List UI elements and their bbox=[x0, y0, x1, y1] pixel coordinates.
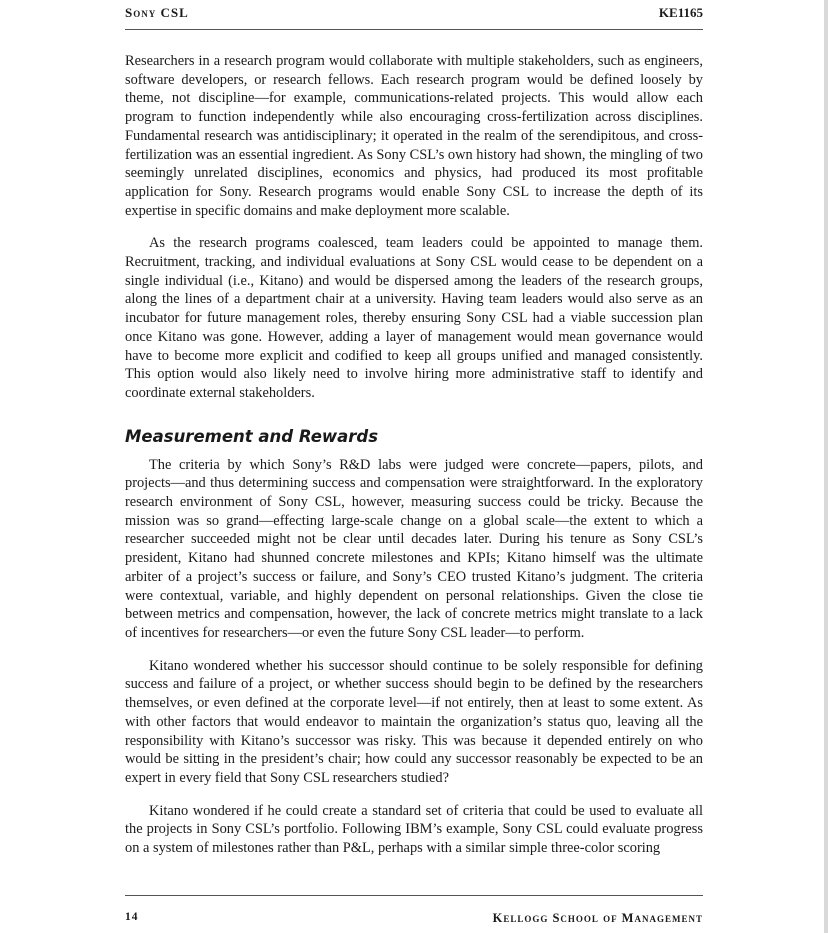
paragraph-2: As the research programs coalesced, team leaders could be appointed to manage them. Recruitment, tracking, and individual evaluations at Sony CSL would cease to be dependent on a single individual (i.e., Kitano) and would be dispersed among the leaders of the research groups, along the lines of a department chair at a university. Having team leaders would also serve as an incubator for future management roles, thereby ensuring Sony CSL had a viable succession plan once Kitano was gone. However, adding a layer of management would mean governance would have to become more explicit and codified to keep all groups unified and managed consistently. This option would also likely need to involve hiring more administrative staff to identify and coordinate external stakeholders. bbox=[125, 235, 703, 401]
body-text bbox=[125, 52, 703, 862]
section-heading: Measurement and Rewards bbox=[125, 426, 379, 446]
case-number: KE1165 bbox=[658, 5, 703, 20]
paragraph-5: Kitano wondered if he could create a standard set of criteria that could be used to evaluate all the projects in Sony CSL’s portfolio. Following IBM’s example, Sony CSL could evaluate progress on a system of milestones rather than P&L, perhaps with a similar simple three-color scoring bbox=[125, 802, 703, 857]
running-footer-right: Kellogg School of Management bbox=[492, 911, 703, 925]
footer-rule bbox=[125, 895, 703, 896]
paragraph-1: Researchers in a research program would collaborate with multiple stakeholders, such as engineers, software developers, or research fellows. Each research program would be defined loosely by theme, not discipline—for example, communications-related projects. This would allow each program to function independently while also encouraging cross-fertilization across disciplines. Fundamental research was antidisciplinary; it operated in the realm of the serendipitous, and cross-fertilization was an essential ingredient. As Sony CSL’s own history had shown, the mingling of two seemingly unrelated disciplines, economics and physics, had produced its most profitable application for Sony. Research programs would enable Sony CSL to increase the depth of its expertise in specific domains and make deployment more scalable. bbox=[125, 53, 703, 219]
page-number: 14 bbox=[125, 911, 139, 923]
paragraph-3: The criteria by which Sony’s R&D labs were judged were concrete—papers, pilots, and projects—and thus determining success and compensation were straightforward. In the exploratory research environment of Sony CSL, however, measuring success could be tricky. Because the mission was so grand—effecting large-scale change on a global scale—the extent to which a researcher succeeded might not be clear until decades later. During his tenure as Sony CSL’s president, Kitano had shunned concrete milestones and KPIs; Kitano himself was the ultimate arbiter of a project’s success or failure, and Sony’s CEO trusted Kitano’s judgment. The criteria were contextual, variable, and highly dependent on personal relationships. Given the close tie between metrics and compensation, however, the lack of concrete metrics might translate to a lack of incentives for researchers—or even the future Sony CSL leader—to perform. bbox=[125, 456, 703, 641]
paragraph-4: Kitano wondered whether his successor should continue to be solely responsible for defining success and failure of a project, or whether success should begin to be defined by the researchers themselves, or even defined at the corporate level—if not entirely, then at least to some extent. As with other factors that would endeavor to maintain the organization’s status quo, leaving all the responsibility with Kitano’s successor was risky. This was because it depended entirely on who would be sitting in the president’s chair; how could any successor reasonably be expected to be an expert in every field that Sony CSL researchers studied? bbox=[125, 657, 703, 786]
running-header-left: Sony CSL bbox=[125, 5, 189, 20]
